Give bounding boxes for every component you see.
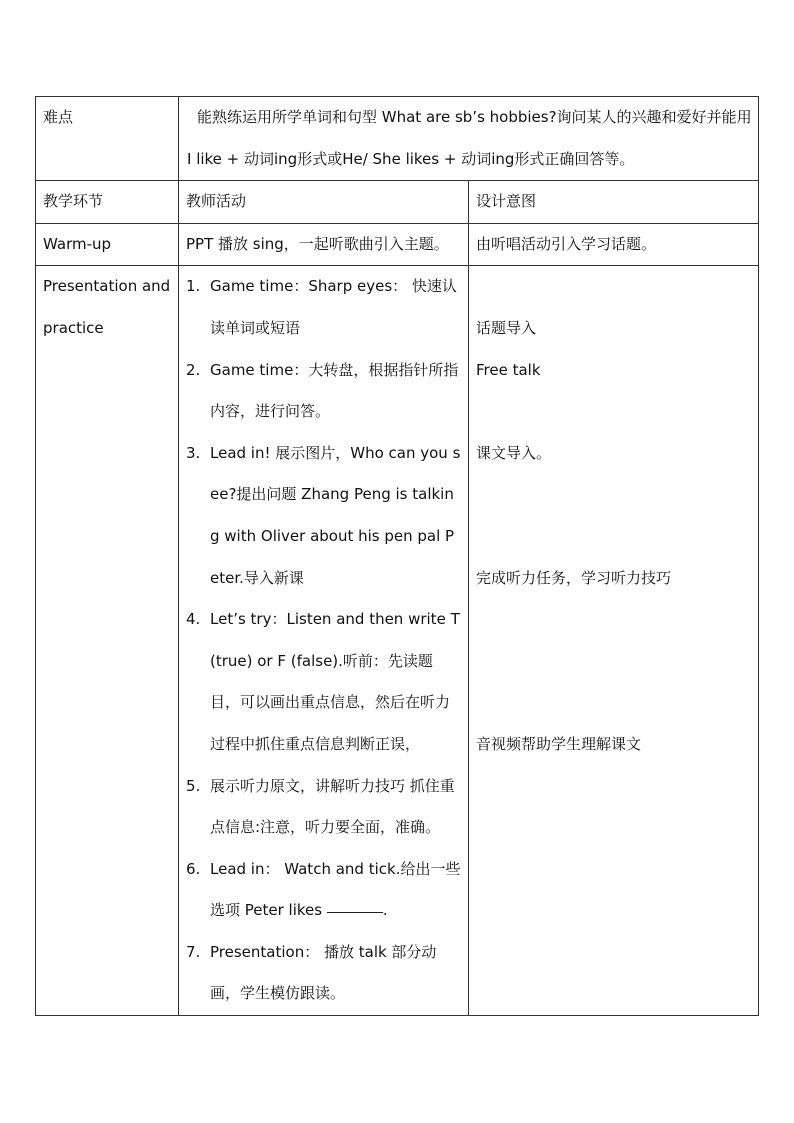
lesson-plan-table [35,96,759,1016]
purpose-spacer [476,641,751,683]
activity-step: 7. Presentation： 播放 talk 部分动画，学生模仿跟读。 [186,942,437,1003]
activity-step: 5. 展示听力原文，讲解听力技巧 抓住重点信息:注意，听力要全面，准确。 [186,776,455,837]
header-row [36,181,759,224]
presentation-row [36,266,759,1016]
warmup-stage: Warm-up [36,223,179,266]
activity-step: 2. Game time：大转盘，根据指针所指内容，进行问答。 [186,360,459,421]
purpose-spacer [476,266,751,308]
difficulty-text: 能熟练运用所学单词和句型 What are sb’s hobbies?询问某人的兴趣和爱好并能用I like + 动词ing形式或He/ She likes + 动词ing形式正确回答等。 [179,97,759,181]
purpose-text-intro: 课文导入。 [476,443,552,462]
purpose-free-talk: Free talk [476,360,541,379]
fill-blank [327,911,383,913]
purpose-av: 音视频帮助学生理解课文 [476,734,642,753]
header-stage: 教学环节 [36,181,179,224]
difficulty-label: 难点 [36,97,179,181]
purpose-topic-intro: 话题导入 [476,318,537,337]
purpose-spacer [476,516,751,558]
purpose-spacer [476,391,751,433]
header-purpose: 设计意图 [469,181,759,224]
activity-step: 1. Game time：Sharp eyes： 快速认读单词或短语 [186,277,457,337]
presentation-purpose [469,266,759,1016]
presentation-stage: Presentation and practice [36,266,179,1016]
warmup-activity: PPT 播放 sing，一起听歌曲引入主题。 [179,223,469,266]
purpose-spacer [476,474,751,516]
presentation-activity [179,266,469,1016]
purpose-spacer [476,682,751,724]
difficulty-row [36,97,759,181]
activity-step: 6. Lead in： Watch and tick.给出一些选项 Peter likes . [186,859,461,920]
warmup-row [36,223,759,266]
activity-step: 4. Let’s try：Listen and then write T (true) or F (false).听前：先读题目，可以画出重点信息，然后在听力过程中抓住重点信息判断正误， [186,610,460,753]
warmup-purpose: 由听唱活动引入学习话题。 [469,223,759,266]
activity-steps [186,266,461,1015]
activity-step: 3. Lead in! 展示图片，Who can you see?提出问题 Zhang Peng is talking with Oliver about his pen pal Peter.导入新课 [186,443,461,587]
purpose-spacer [476,599,751,641]
purpose-listening: 完成听力任务，学习听力技巧 [476,568,672,587]
header-activity: 教师活动 [179,181,469,224]
